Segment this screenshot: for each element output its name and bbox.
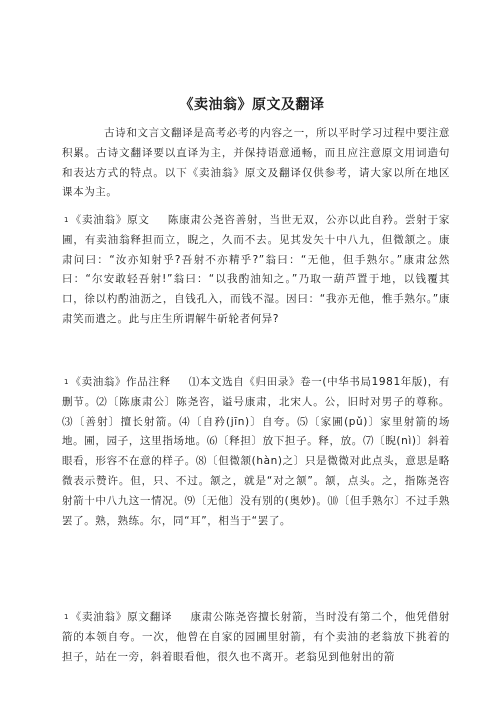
section-heading: 《卖油翁》作品注释	[70, 376, 171, 388]
intro-paragraph: 古诗和文言文翻译是高考必考的内容之一，所以平时学习过程中要注意积累。古诗文翻译要以直译为主，并保持语意通畅，而且应注意原文用词造句和表达方式的特点。以下《卖油翁》原文及翻译仅供参考，请大家以所在地区课本为主。	[62, 127, 450, 199]
page-title: 《卖油翁》原文及翻译	[179, 97, 325, 113]
section-number: 1	[64, 216, 69, 224]
section-number: 1	[64, 378, 69, 386]
section-translation	[62, 608, 450, 667]
section-original-text	[62, 211, 450, 330]
section-body: 康肃公陈尧咨擅长射箭，当时没有第二个，他凭借射箭的本领自夸。一次，他曾在自家的园圃里射箭，有个卖油的老翁放下挑着的担子，站在一旁，斜着眼看他，很久也不离开。老翁见到他射出的箭	[62, 611, 450, 663]
section-heading: 《卖油翁》原文翻译	[70, 611, 173, 623]
section-body: 陈康肃公尧咨善射，当世无双，公亦以此自矜。尝射于家圃，有卖油翁释担而立，睨之，久而不去。见其发矢十中八九，但微颔之。康肃问曰：“汝亦知射乎?吾射不亦精乎?”翁曰：“无他，但手熟尔。”康肃忿然曰：“尔安敢轻吾射!”翁曰：“以我酌油知之。”乃取一葫芦置于地，以钱覆其口，徐以杓酌油沥之，自钱孔入，而钱不湿。因曰：“我亦无他，惟手熟尔。”康肃笑而遣之。此与庄生所谓解牛斫轮者何异?	[62, 214, 450, 325]
section-number: 1	[64, 613, 69, 621]
section-annotations	[62, 373, 450, 531]
section-heading: 《卖油翁》原文	[70, 214, 150, 226]
section-body: ⑴本文选自《归田录》卷一(中华书局1981年版)，有删节。⑵〔陈康肃公〕陈尧咨，谥号康肃，北宋人。公，旧时对男子的尊称。⑶〔善射〕擅长射箭。⑷〔自矜(jīn)〕自夸。⑸〔家圃(pǔ)〕家里射箭的场地。圃，园子，这里指场地。⑹〔释担〕放下担子。释，放。⑺〔睨(nì)〕斜着眼看，形容不在意的样子。⑻〔但微颔(hàn)之〕只是微微对此点头，意思是略微表示赞许。但，只、不过。颔之，就是“对之颔”。颔，点头。之，指陈尧咨射箭十中八九这一情况。⑼〔无他〕没有别的(奥妙)。⑽〔但手熟尔〕不过手熟罢了。熟，熟练。尔，同“耳”，相当于“罢了。	[62, 376, 451, 527]
